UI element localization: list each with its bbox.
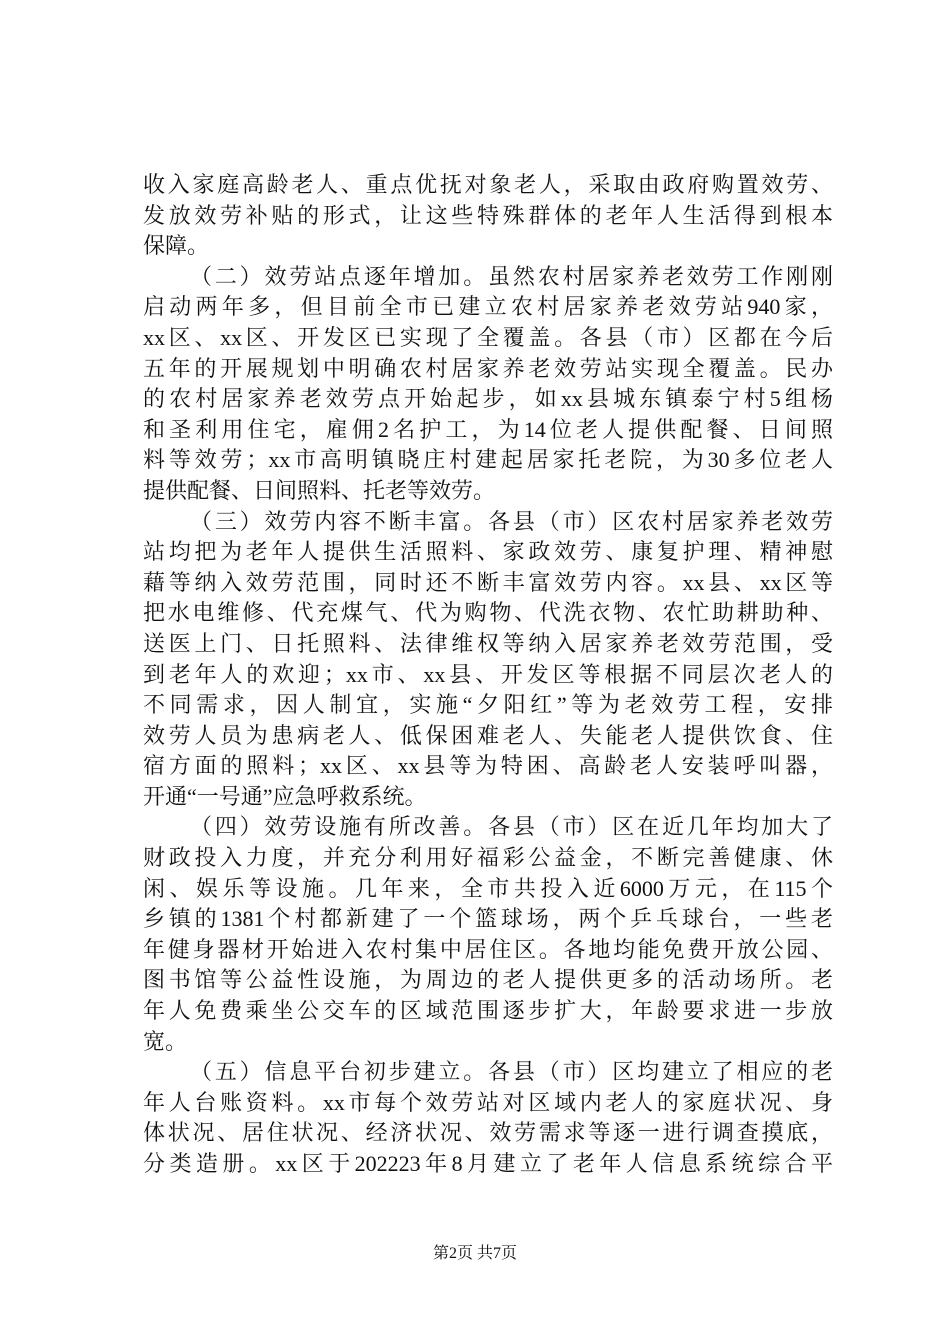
text-line: 送医上门、日托照料、法律维权等纳入居家养老效劳范围，受 (143, 630, 833, 656)
text-line: 年人台账资料。xx市每个效劳站对区域内老人的家庭状况、身 (143, 1089, 833, 1115)
text-line: 效劳人员为患病老人、低保困难老人、失能老人提供饮食、住 (143, 722, 833, 748)
text-line: 收入家庭高龄老人、重点优抚对象老人，采取由政府购置效劳、 (143, 172, 833, 197)
text-line: 料等效劳；xx市高明镇晓庄村建起居家托老院，为30多位老人 (143, 447, 833, 473)
text-line: 开通“一号通”应急呼救系统。 (143, 783, 427, 809)
text-line: 不同需求，因人制宜，实施“夕阳红”等为老效劳工程，安排 (143, 692, 833, 718)
text-line: 五年的开展规划中明确农村居家养老效劳站实现全覆盖。民办 (143, 355, 833, 381)
text-line: 发放效劳补贴的形式，让这些特殊群体的老年人生活得到根本 (143, 202, 833, 228)
text-line: 到老年人的欢迎；xx市、xx县、开发区等根据不同层次老人的 (143, 661, 833, 687)
text-line: （五）信息平台初步建立。各县（市）区均建立了相应的老 (190, 1059, 833, 1085)
text-line: 宽。 (143, 1028, 188, 1054)
text-line: （三）效劳内容不断丰富。各县（市）区农村居家养老效劳 (190, 508, 833, 534)
text-line: 宿方面的照料；xx区、xx县等为特困、高龄老人安装呼叫器， (143, 753, 833, 779)
text-line: （二）效劳站点逐年增加。虽然农村居家养老效劳工作刚刚 (190, 263, 833, 289)
text-line: 和圣利用住宅，雇佣2名护工，为14位老人提供配餐、日间照 (143, 416, 833, 442)
text-line: 体状况、居住状况、经济状况、效劳需求等逐一进行调查摸底， (143, 1120, 833, 1146)
text-line: 提供配餐、日间照料、托老等效劳。 (143, 477, 496, 503)
text-line: 站均把为老年人提供生活照料、家政效劳、康复护理、精神慰 (143, 539, 833, 565)
text-line: xx区、xx区、开发区已实现了全覆盖。各县（市）区都在今后 (143, 324, 833, 350)
text-line: 财政投入力度，并充分利用好福彩公益金，不断完善健康、休 (143, 845, 833, 871)
text-line: 启动两年多，但目前全市已建立农村居家养老效劳站940家， (143, 294, 833, 320)
page-footer: 第2页 共7页 (432, 1245, 517, 1262)
text-line: 年人免费乘坐公交车的区域范围逐步扩大，年龄要求进一步放 (143, 998, 833, 1024)
text-line: 图书馆等公益性设施，为周边的老人提供更多的活动场所。老 (143, 967, 833, 993)
text-line: 分类造册。xx区于202223年8月建立了老年人信息系统综合平 (143, 1151, 833, 1176)
text-line: 藉等纳入效劳范围，同时还不断丰富效劳内容。xx县、xx区等 (143, 569, 833, 595)
text-line: 年健身器材开始进入农村集中居住区。各地均能免费开放公园、 (143, 936, 833, 962)
text-line: 闲、娱乐等设施。几年来，全市共投入近6000万元，在115个 (143, 875, 833, 901)
document-body (143, 170, 833, 1180)
text-line: 乡镇的1381个村都新建了一个篮球场，两个乒乓球台，一些老 (143, 906, 833, 932)
text-line: 的农村居家养老效劳点开始起步，如xx县城东镇泰宁村5组杨 (143, 386, 833, 412)
text-line: 保障。 (143, 233, 210, 259)
text-line: 把水电维修、代充煤气、代为购物、代洗衣物、农忙助耕助种、 (143, 600, 833, 626)
text-line: （四）效劳设施有所改善。各县（市）区在近几年均加大了 (190, 814, 833, 840)
